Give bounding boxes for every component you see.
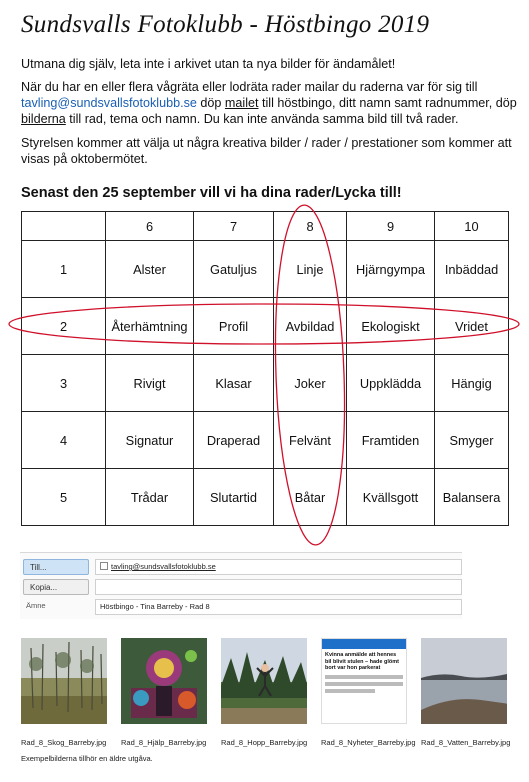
theme-cell: Båtar: [274, 469, 347, 526]
theme-cell: Inbäddad: [435, 241, 509, 298]
grid-row: [22, 469, 509, 526]
forest-thumbnail: [21, 638, 107, 724]
thumbnail-caption: Rad_8_Skog_Barreby.jpg: [21, 738, 107, 747]
theme-cell: Avbildad: [274, 298, 347, 355]
column-header: 6: [106, 212, 194, 241]
theme-cell: Uppklädda: [347, 355, 435, 412]
thumbnail-caption: Rad_8_Hopp_Barreby.jpg: [221, 738, 308, 747]
grid-row: [22, 355, 509, 412]
intro-text: till rad, tema och namn. Du kan inte använda samma bild till två rader.: [65, 112, 459, 126]
theme-cell: Hängig: [435, 355, 509, 412]
news-header-bar: [322, 639, 406, 649]
intro-paragraph-3: Styrelsen kommer att välja ut några kreativa bilder / rader / prestationer som kommer att visas på oktobermötet.: [21, 136, 512, 166]
intro-text: När du har en eller flera vågräta eller lodräta rader mailar du raderna var för sig till: [21, 80, 478, 94]
cc-field[interactable]: [95, 579, 462, 595]
deadline-heading: Senast den 25 september vill vi ha dina rader/Lycka till!: [21, 185, 402, 201]
subject-label: Ämne: [26, 601, 46, 610]
intro-text: till höstbingo, ditt namn samt radnummer, döp: [258, 96, 517, 110]
water-thumbnail: [421, 638, 507, 724]
theme-cell: Balansera: [435, 469, 509, 526]
grid-row: [22, 298, 509, 355]
news-thumbnail: [321, 638, 407, 724]
theme-cell: Linje: [274, 241, 347, 298]
theme-cell: Rivigt: [106, 355, 194, 412]
row-number: 5: [22, 469, 106, 526]
row-number: 1: [22, 241, 106, 298]
email-link[interactable]: tavling@sundsvallsfotoklubb.se: [21, 96, 197, 110]
theme-cell: Vridet: [435, 298, 509, 355]
intro-paragraph-2: [21, 79, 521, 127]
theme-cell: Joker: [274, 355, 347, 412]
theme-cell: Kvällsgott: [347, 469, 435, 526]
column-header: 9: [347, 212, 435, 241]
theme-cell: Smyger: [435, 412, 509, 469]
subject-field[interactable]: Höstbingo - Tina Barreby - Rad 8: [95, 599, 462, 615]
theme-cell: Felvänt: [274, 412, 347, 469]
cc-button[interactable]: Kopia...: [23, 579, 89, 595]
theme-cell: Draperad: [194, 412, 274, 469]
theme-cell: Klasar: [194, 355, 274, 412]
footer-note: Exempelbilderna tillhör en äldre utgåva.: [21, 754, 153, 763]
grid-row: [22, 241, 509, 298]
bilderna-word: bilderna: [21, 112, 66, 126]
news-headline: Kvinna anmälde att hennes bil blivit stulen – hade glömt bort var hon parkerat: [325, 652, 399, 671]
bingo-grid: [21, 211, 509, 526]
thumbnail-caption: Rad_8_Vatten_Barreby.jpg: [421, 738, 511, 747]
to-field[interactable]: [95, 559, 462, 575]
column-header: 8: [274, 212, 347, 241]
checkbox-icon: [100, 562, 108, 570]
row-number: 4: [22, 412, 106, 469]
column-header: 10: [435, 212, 509, 241]
thumbnail-caption: Rad_8_Hjälp_Barreby.jpg: [121, 738, 207, 747]
thumbnail-caption: Rad_8_Nyheter_Barreby.jpg: [321, 738, 416, 747]
mailet-word: mailet: [224, 96, 259, 110]
mural-thumbnail: [121, 638, 207, 724]
to-address: tavling@sundsvallsfotoklubb.se: [111, 562, 216, 571]
theme-cell: Slutartid: [194, 469, 274, 526]
page-title: Sundsvalls Fotoklubb - Höstbingo 2019: [21, 11, 430, 38]
news-line: [325, 682, 403, 686]
email-compose-snippet: [20, 552, 462, 619]
theme-cell: Alster: [106, 241, 194, 298]
row-number: 2: [22, 298, 106, 355]
column-header: 7: [194, 212, 274, 241]
theme-cell: Framtiden: [347, 412, 435, 469]
jump-thumbnail: [221, 638, 307, 724]
news-line: [325, 675, 403, 679]
intro-text: döp: [196, 96, 225, 110]
header-row: [22, 212, 509, 241]
corner-cell: [22, 212, 106, 241]
theme-cell: Trådar: [106, 469, 194, 526]
theme-cell: Gatuljus: [194, 241, 274, 298]
theme-cell: Signatur: [106, 412, 194, 469]
theme-cell: Återhämtning: [106, 298, 194, 355]
news-line: [325, 689, 375, 693]
grid-row: [22, 412, 509, 469]
row-number: 3: [22, 355, 106, 412]
theme-cell: Profil: [194, 298, 274, 355]
intro-paragraph-1: Utmana dig själv, leta inte i arkivet utan ta nya bilder för ändamålet!: [21, 57, 396, 71]
to-button[interactable]: Till...: [23, 559, 89, 575]
theme-cell: Hjärngympa: [347, 241, 435, 298]
theme-cell: Ekologiskt: [347, 298, 435, 355]
